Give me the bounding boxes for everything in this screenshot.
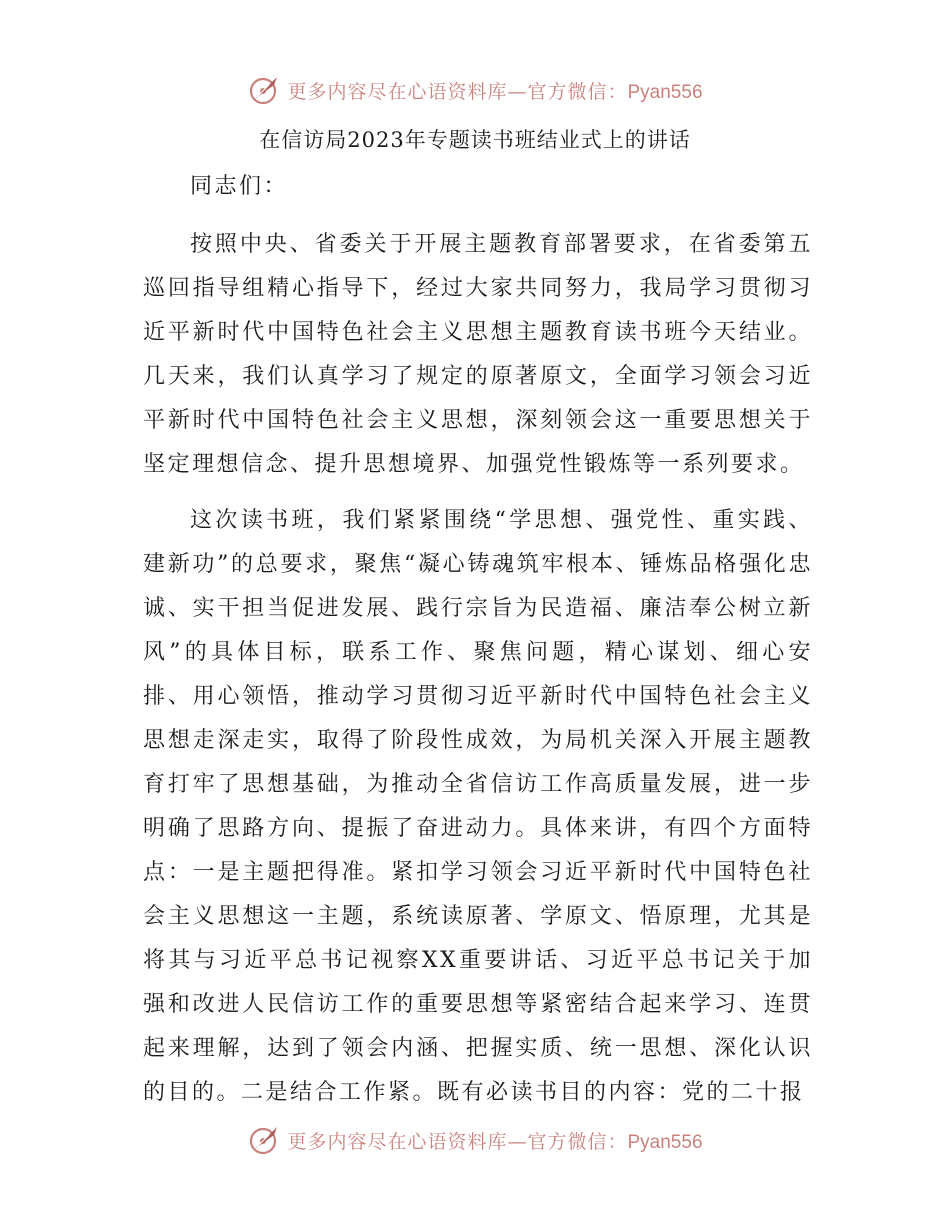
watermark-text: 更多内容尽在心语资料库—官方微信：Pyan556 bbox=[287, 80, 703, 103]
quill-pen-logo-icon bbox=[247, 73, 281, 107]
watermark-account: Pyan556 bbox=[627, 81, 703, 103]
body-paragraph: 按照中央、省委关于开展主题教育部署要求，在省委第五巡回指导组精心指导下，经过大家共同努力，我局学习贯彻习近平新时代中国特色社会主义思想主题教育读书班今天结业。几天来，我们认真学习了规定的原著原文，全面学习领会习近平新时代中国特色社会主义思想，深刻领会这一重要思想关于坚定理想信念、提升思想境界、加强党性锻炼等一系列要求。 bbox=[143, 232, 813, 477]
document-body bbox=[143, 165, 813, 1115]
body-paragraph: 这次读书班，我们紧紧围绕“学思想、强党性、重实践、建新功”的总要求，聚焦“凝心铸魂筑牢根本、锤炼品格强化忠诚、实干担当促进发展、践行宗旨为民造福、廉洁奉公树立新风”的具体目标，联系工作、聚焦问题，精心谋划、细心安排、用心领悟，推动学习贯彻习近平新时代中国特色社会主义思想走深走实，取得了阶段性成效，为局机关深入开展主题教育打牢了思想基础，为推动全省信访工作高质量发展，进一步明确了思路方向、提振了奋进动力。具体来讲，有四个方面特点：一是主题把得准。紧扣学习领会习近平新时代中国特色社会主义思想这一主题，系统读原著、学原文、悟原理，尤其是将其与习近平总书记视察XX重要讲话、习近平总书记关于加强和改进人民信访工作的重要思想等紧密结合起来学习、连贯起来理解，达到了领会内涵、把握实质、统一思想、深化认识的目的。二是结合工作紧。既有必读书目的内容：党的二十报 bbox=[143, 508, 813, 1105]
quill-pen-logo-icon bbox=[247, 1123, 281, 1157]
watermark-footer bbox=[0, 1120, 950, 1160]
document-title: 在信访局2023年专题读书班结业式上的讲话 bbox=[259, 128, 691, 152]
watermark-account: Pyan556 bbox=[627, 1131, 703, 1153]
watermark-text: 更多内容尽在心语资料库—官方微信：Pyan556 bbox=[287, 1130, 703, 1153]
salutation: 同志们： bbox=[190, 174, 289, 199]
watermark-header bbox=[0, 70, 950, 110]
